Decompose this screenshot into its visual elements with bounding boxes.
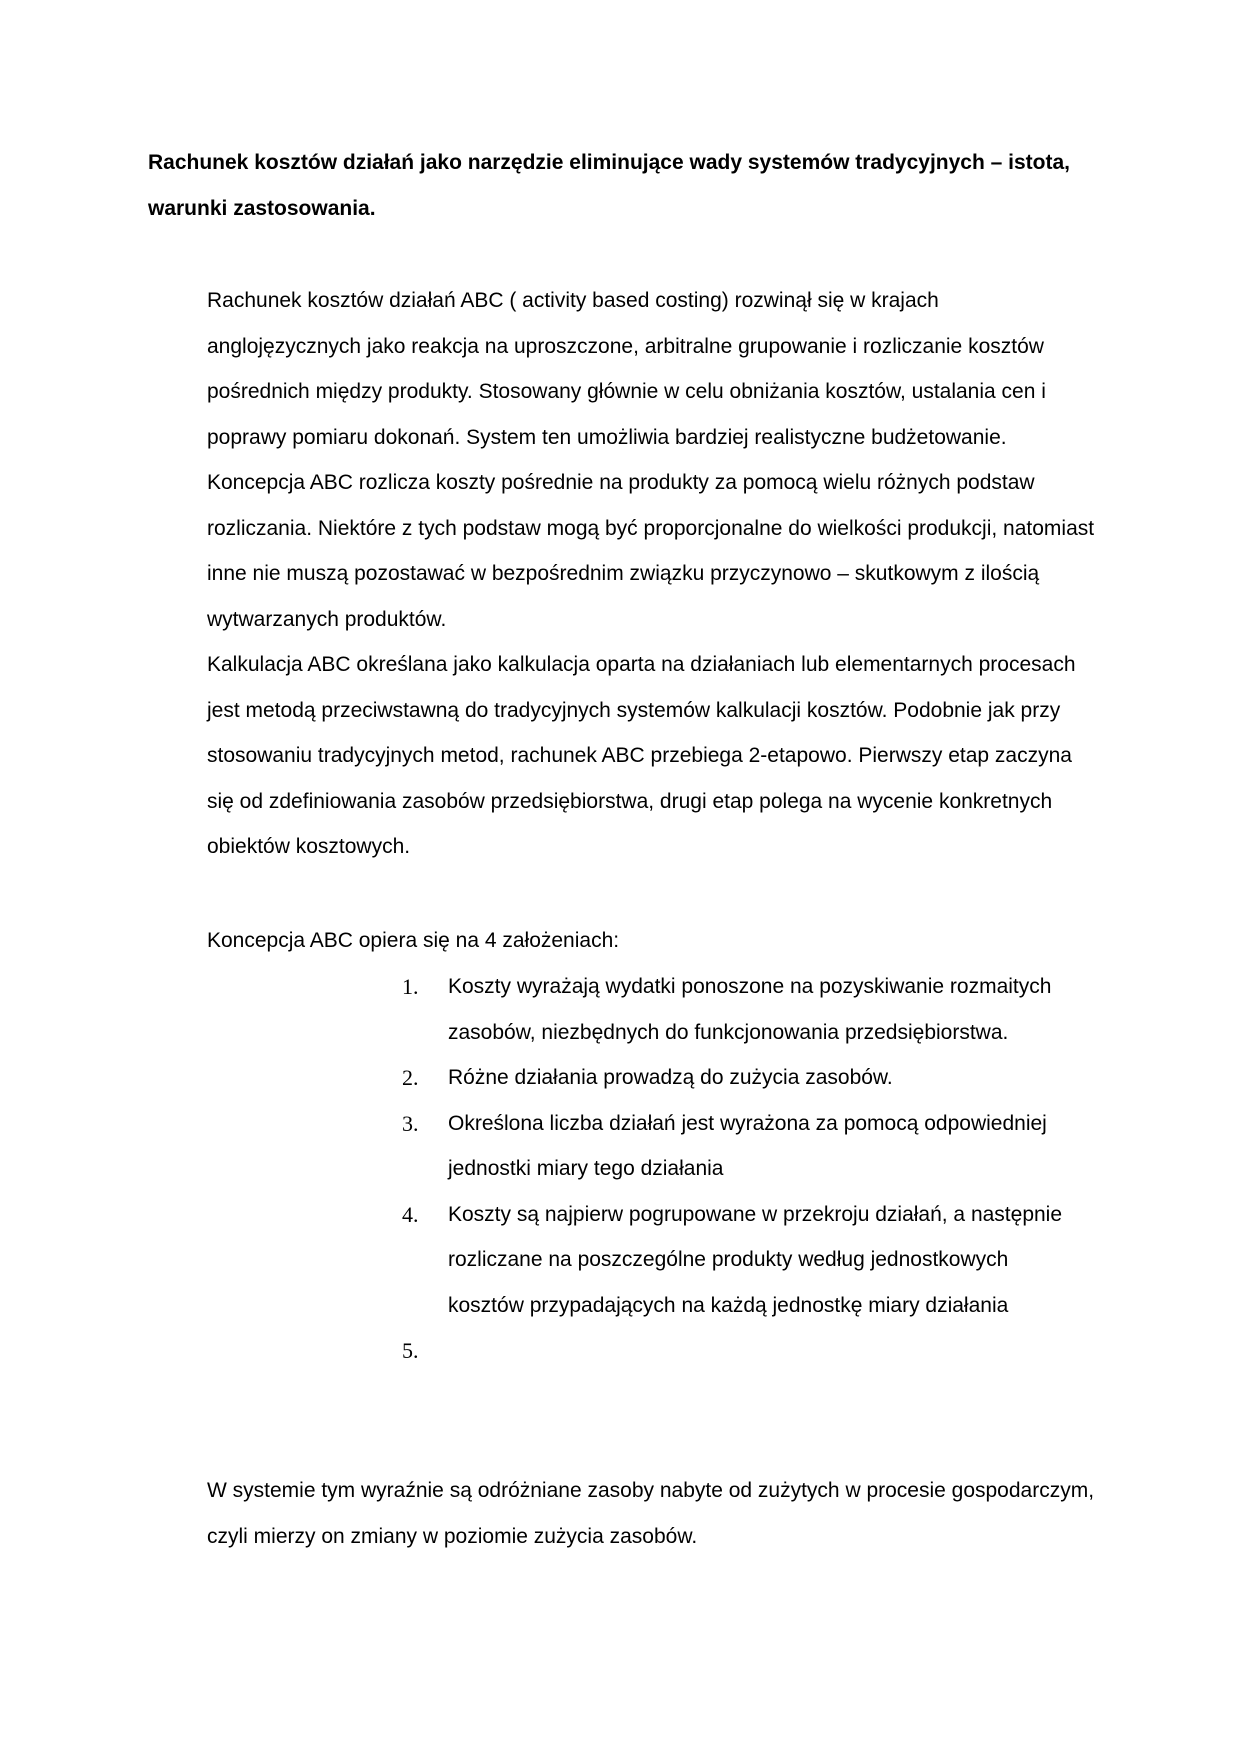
list-number: 1. xyxy=(402,974,419,999)
list-number: 5. xyxy=(402,1338,419,1363)
body-text xyxy=(207,278,1097,870)
assumptions-list xyxy=(402,964,1082,1374)
list-item xyxy=(402,964,1082,1055)
paragraph-abc-origin: Rachunek kosztów działań ABC ( activity based costing) rozwinął się w krajach anglojęzycznych jako reakcja na uproszczone, arbitralne grupowanie i rozliczanie kosztów pośrednich między produkty. Stosowany głównie w celu obniżania kosztów, ustalania cen i poprawy pomiaru dokonań. System ten umożliwia bardziej realistyczne budżetowanie. Koncepcja ABC rozlicza koszty pośrednie na produkty za pomocą wielu różnych podstaw rozliczania. Niektóre z tych podstaw mogą być proporcjonalne do wielkości produkcji, natomiast inne nie muszą pozostawać w bezpośrednim związku przyczynowo – skutkowym z ilością wytwarzanych produktów. xyxy=(207,289,1095,631)
list-item-text: Koszty są najpierw pogrupowane w przekroju działań, a następnie rozliczane na poszczególne produkty według jednostkowych kosztów przypadających na każdą jednostkę miary działania xyxy=(448,1202,1063,1317)
list-number: 2. xyxy=(402,1065,419,1090)
list-intro: Koncepcja ABC opiera się na 4 założeniach: xyxy=(207,929,620,952)
list-item xyxy=(402,1055,1082,1101)
list-item-text: Określona liczba działań jest wyrażona za pomocą odpowiedniej jednostki miary tego działania xyxy=(448,1111,1047,1180)
list-number: 4. xyxy=(402,1201,419,1227)
list-item xyxy=(402,1101,1082,1192)
list-item-text: Różne działania prowadzą do zużycia zasobów. xyxy=(448,1066,893,1089)
closing-paragraph: W systemie tym wyraźnie są odróżniane zasoby nabyte od zużytych w procesie gospodarczym, czyli mierzy on zmiany w poziomie zużycia zasobów. xyxy=(207,1479,1095,1548)
list-item xyxy=(402,1328,1082,1374)
list-item-text: Koszty wyrażają wydatki ponoszone na pozyskiwanie rozmaitych zasobów, niezbędnych do funkcjonowania przedsiębiorstwa. xyxy=(448,975,1052,1044)
list-item-text xyxy=(448,1328,1082,1374)
list-item xyxy=(402,1192,1082,1329)
document-title: Rachunek kosztów działań jako narzędzie eliminujące wady systemów tradycyjnych – istota, warunki zastosowania. xyxy=(148,151,1070,220)
paragraph-abc-calculation: Kalkulacja ABC określana jako kalkulacja oparta na działaniach lub elementarnych procesach jest metodą przeciwstawną do tradycyjnych systemów kalkulacji kosztów. Podobnie jak przy stosowaniu tradycyjnych metod, rachunek ABC przebiega 2-etapowo. Pierwszy etap zaczyna się od zdefiniowania zasobów przedsiębiorstwa, drugi etap polega na wycenie konkretnych obiektów kosztowych. xyxy=(207,653,1076,858)
list-number: 3. xyxy=(402,1110,419,1136)
